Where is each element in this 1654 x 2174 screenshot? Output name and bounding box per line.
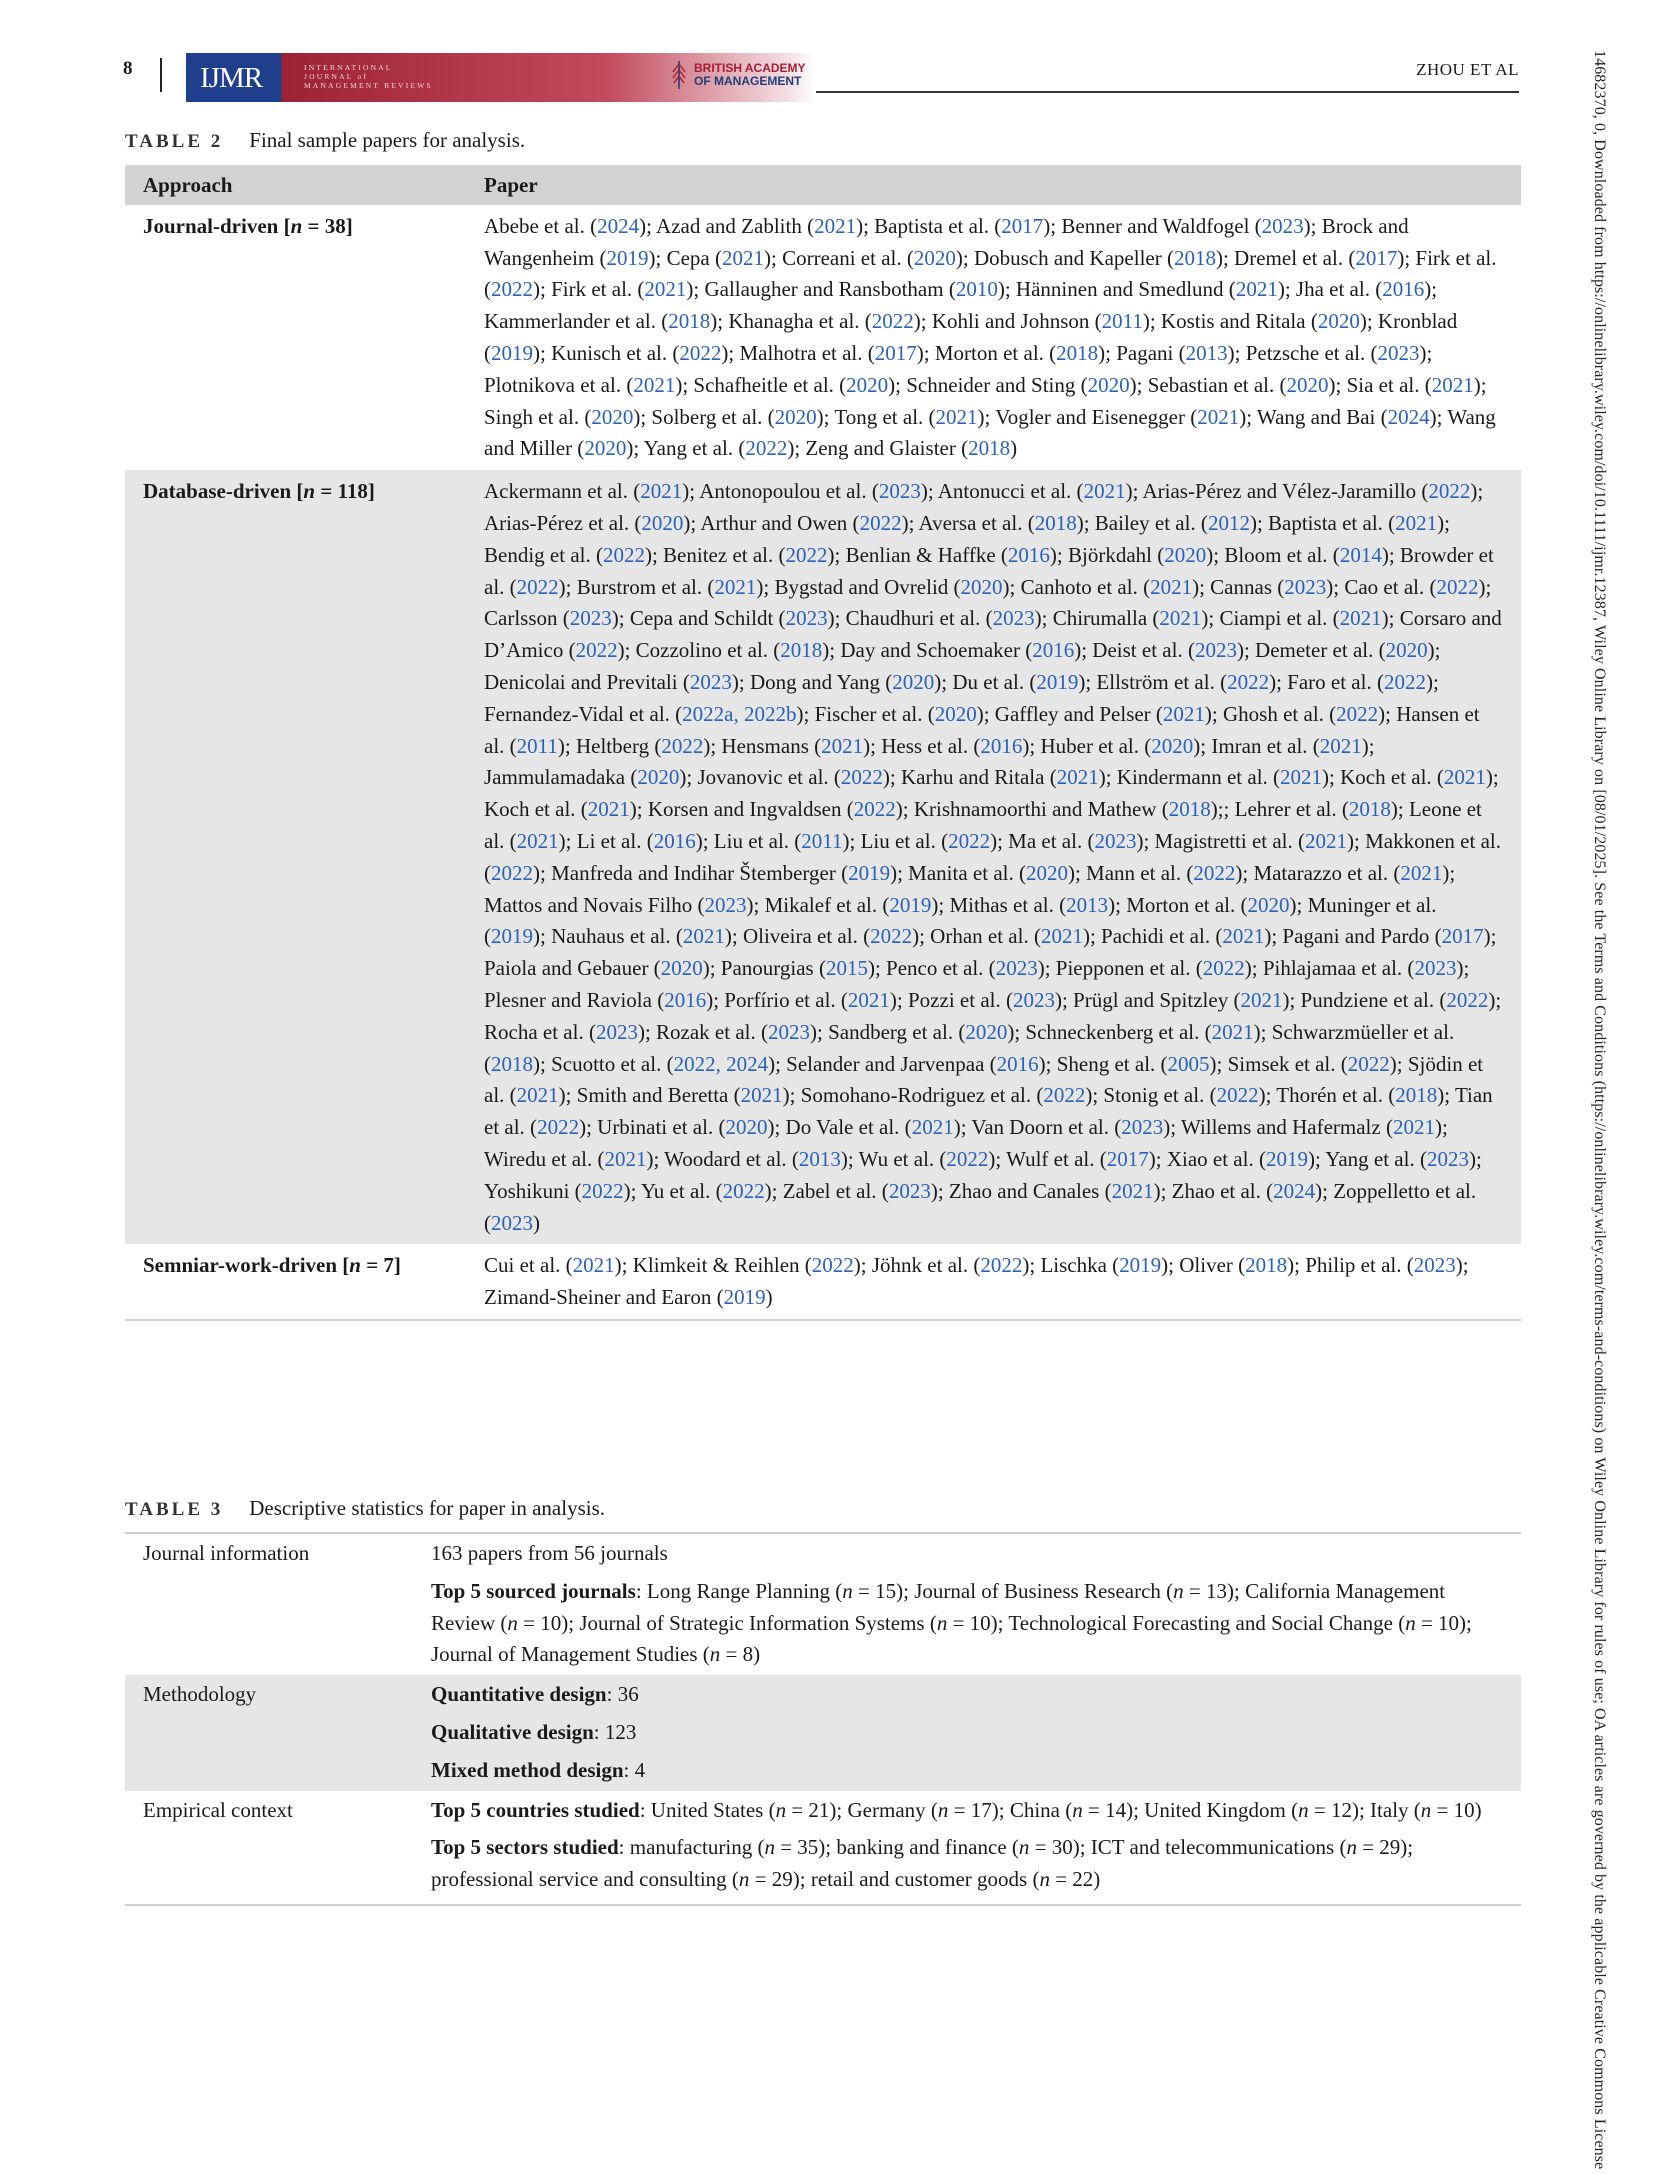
citation-year-link[interactable]: 2022 xyxy=(1336,701,1379,726)
citation-year-link[interactable]: 2020 xyxy=(584,436,627,461)
page-number: 8 xyxy=(123,58,133,79)
citation-year-link[interactable]: 2018 xyxy=(780,638,823,663)
citation-year-link[interactable]: 2023 xyxy=(1012,987,1055,1012)
citation-year-link[interactable]: 2018 xyxy=(1245,1253,1288,1278)
journal-full-line: INTERNATIONAL xyxy=(304,63,393,72)
citation-year-link[interactable]: 2022 xyxy=(871,309,914,334)
citation-year-link[interactable]: 2022 xyxy=(537,1115,580,1140)
citation-year-link[interactable]: 2021 xyxy=(1211,1019,1254,1044)
society-name xyxy=(694,62,806,88)
citation-year-link[interactable]: 2022 xyxy=(745,436,788,461)
citation-year-link[interactable]: 2023 xyxy=(595,1019,638,1044)
citation-year-link[interactable]: 2023 xyxy=(768,1019,810,1044)
citation-year-link[interactable]: 2022 xyxy=(602,542,645,567)
citation-year-link[interactable]: 2024 xyxy=(597,213,640,238)
citation-year-link[interactable]: 2023 xyxy=(992,606,1035,631)
citation-year-link[interactable]: 2021 xyxy=(1111,1178,1154,1203)
table-row xyxy=(125,1791,1521,1905)
citation-year-link[interactable]: 2020 xyxy=(1317,309,1360,334)
citation-year-link[interactable]: 2022a, 2022b xyxy=(682,701,797,726)
citation-year-link[interactable]: 2013 xyxy=(1066,892,1109,917)
citation-year-link[interactable]: 2020 xyxy=(1087,372,1130,397)
society-name-line: BRITISH ACADEMY xyxy=(694,61,806,75)
citation-year-link[interactable]: 2022 xyxy=(840,765,883,790)
citation-year-link[interactable]: 2018 xyxy=(1168,797,1211,822)
citation-year-link[interactable]: 2018 xyxy=(1173,245,1216,270)
citation-year-link[interactable]: 2022 xyxy=(1227,669,1270,694)
citation-year-link[interactable]: 2021 xyxy=(1150,574,1193,599)
citation-year-link[interactable]: 2022 xyxy=(1383,669,1426,694)
citation-year-link[interactable]: 2018 xyxy=(491,1051,533,1076)
citation-year-link[interactable]: 2019 xyxy=(491,340,533,365)
table3-label: TABLE 3 xyxy=(125,1499,224,1520)
citation-year-link[interactable]: 2021 xyxy=(516,1083,559,1108)
citation-year-link[interactable]: 2016 xyxy=(1382,277,1425,302)
citation-year-link[interactable]: 2021 xyxy=(633,372,676,397)
citation-year-link[interactable]: 2023 xyxy=(1377,340,1420,365)
table-row xyxy=(125,1244,1521,1320)
citation-year-link[interactable]: 2017 xyxy=(1441,924,1484,949)
citation-year-link[interactable]: 2020 xyxy=(725,1115,768,1140)
citation-year-link[interactable]: 2020 xyxy=(637,765,680,790)
citation-year-link[interactable]: 2021 xyxy=(740,1083,783,1108)
table2-label: TABLE 2 xyxy=(125,131,224,152)
citation-year-link[interactable]: 2023 xyxy=(878,479,921,504)
stat-item: Top 5 countries studied: United States (n = 21); Germany (n = 17); China (n = 14); United Kingdom (n = 12); Italy (n = 10) xyxy=(431,1797,1482,1822)
citation-year-link[interactable]: 2023 xyxy=(1261,213,1304,238)
citation-year-link[interactable]: 2022 xyxy=(1347,1051,1390,1076)
citation-year-link[interactable]: 2022 xyxy=(516,574,559,599)
citation-year-link[interactable]: 2021 xyxy=(911,1115,954,1140)
stat-item: 163 papers from 56 journals xyxy=(431,1541,668,1565)
citation-year-link[interactable]: 2021 xyxy=(1339,606,1382,631)
citation-year-link[interactable]: 2021 xyxy=(516,828,559,853)
citation-year-link[interactable]: 2022 xyxy=(1446,987,1489,1012)
stat-values xyxy=(413,1675,1521,1790)
table2-caption-text: Final sample papers for analysis. xyxy=(249,128,526,152)
citation-year-link[interactable]: 2021 xyxy=(1056,765,1099,790)
citation-year-link[interactable]: 2020 xyxy=(1151,733,1194,758)
table-row xyxy=(125,205,1521,470)
table2-header-row xyxy=(125,165,1521,205)
citation-year-link[interactable]: 2005 xyxy=(1167,1051,1210,1076)
approach-cell: Database-driven [n = 118] xyxy=(125,470,466,1244)
citation-year-link[interactable]: 2019 xyxy=(606,245,649,270)
citation-year-link[interactable]: 2017 xyxy=(874,340,917,365)
table-row xyxy=(125,1675,1521,1790)
table2-caption xyxy=(125,128,525,153)
citation-year-link[interactable]: 2023 xyxy=(689,669,732,694)
citation-year-link[interactable]: 2020 xyxy=(1025,860,1068,885)
citation-year-link[interactable]: 2021 xyxy=(587,797,630,822)
page-number-divider xyxy=(160,58,162,92)
citation-year-link[interactable]: 2023 xyxy=(1414,956,1457,981)
citation-year-link[interactable]: 2017 xyxy=(1106,1146,1149,1171)
citation-year-link[interactable]: 2020 xyxy=(1164,542,1207,567)
stat-item: Top 5 sectors studied: manufacturing (n = 35); banking and finance (n = 30); ICT and telecommunications (n = 29); professional service and consulting (n = 29); retail and customer goods (n = 22) xyxy=(431,1835,1414,1892)
citation-year-link[interactable]: 2023 xyxy=(1194,638,1237,663)
citation-year-link[interactable]: 2023 xyxy=(1121,1115,1164,1140)
citation-year-link[interactable]: 2021 xyxy=(682,924,725,949)
stat-item: Mixed method design: 4 xyxy=(431,1757,646,1782)
citation-year-link[interactable]: 2023 xyxy=(704,892,747,917)
papers-cell: Ackermann et al. (2021); Antonopoulou et al. (2023); Antonucci et al. (2021); Arias-Pérez and Vélez-Jaramillo (2022); Arias-Pérez et al. (2020); Arthur and Owen (2022); Aversa et al. (2018); Bailey et al. (2012); Baptista et al. (2021); Bendig et al. (2022); Benitez et al. (2022); Benlian & Haffke (2016); Björkdahl (2020); Bloom et al. (2014); Browder et al. (2022); Burstrom et al. (2021); Bygstad and Ovrelid (2020); Canhoto et al. (2021); Cannas (2023); Cao et al. (2022); Carlsson (2023); Cepa and Schildt (2023); Chaudhuri et al. (2023); Chirumalla (2021); Ciampi et al. (2021); Corsaro and D’Amico (2022); Cozzolino et al. (2018); Day and Schoemaker (2016); Deist et al. (2023); Demeter et al. (2020); Denicolai and Previtali (2023); Dong and Yang (2020); Du et al. (2019); Ellström et al. (2022); Faro et al. (2022); Fernandez-Vidal et al. (2022a, 2022b); Fischer et al. (2020); Gaffley and Pelser (2021); Ghosh et al. (2022); Hansen et al. (2011); Heltberg (2022); Hensmans (2021); Hess et al. (2016); Huber et al. (2020); Imran et al. (2021); Jammulamadaka (2020); Jovanovic et al. (2022); Karhu and Ritala (2021); Kindermann et al. (2021); Koch et al. (2021); Koch et al. (2021); Korsen and Ingvaldsen (2022); Krishnamoorthi and Mathew (2018);; Lehrer et al. (2018); Leone et al. (2021); Li et al. (2016); Liu et al. (2011); Liu et al. (2022); Ma et al. (2023); Magistretti et al. (2021); Makkonen et al. (2022); Manfreda and Indihar Štemberger (2019); Manita et al. (2020); Mann et al. (2022); Matarazzo et al. (2021); Mattos and Novais Filho (2023); Mikalef et al. (2019); Mithas et al. (2013); Morton et al. (2020); Muninger et al. (2019); Nauhaus et al. (2021); Oliveira et al. (2022); Orhan et al. (2021); Pachidi et al. (2021); Pagani and Pardo (2017); Paiola and Gebauer (2020); Panourgias (2015); Penco et al. (2023); Piepponen et al. (2022); Pihlajamaa et al. (2023); Plesner and Raviola (2016); Porfírio et al. (2021); Pozzi et al. (2023); Prügl and Spitzley (2021); Pundziene et al. (2022); Rocha et al. (2023); Rozak et al. (2023); Sandberg et al. (2020); Schneckenberg et al. (2021); Schwarzmüeller et al. (2018); Scuotto et al. (2022, 2024); Selander and Jarvenpaa (2016); Sheng et al. (2005); Simsek et al. (2022); Sjödin et al. (2021); Smith and Beretta (2021); Somohano-Rodriguez et al. (2022); Stonig et al. (2022); Thorén et al. (2018); Tian et al. (2022); Urbinati et al. (2020); Do Vale et al. (2021); Van Doorn et al. (2023); Willems and Hafermalz (2021); Wiredu et al. (2021); Woodard et al. (2013); Wu et al. (2022); Wulf et al. (2017); Xiao et al. (2019); Yang et al. (2023); Yoshikuni (2022); Yu et al. (2022); Zabel et al. (2023); Zhao and Canales (2021); Zhao et al. (2024); Zoppelletto et al. (2023) xyxy=(466,470,1521,1244)
citation-year-link[interactable]: 2018 xyxy=(1395,1083,1438,1108)
citation-year-link[interactable]: 2020 xyxy=(591,404,634,429)
citation-year-link[interactable]: 2023 xyxy=(1426,1146,1469,1171)
citation-year-link[interactable]: 2023 xyxy=(888,1178,931,1203)
citation-year-link[interactable]: 2021 xyxy=(1280,765,1323,790)
citation-year-link[interactable]: 2022 xyxy=(1202,956,1245,981)
citation-year-link[interactable]: 2018 xyxy=(968,436,1011,461)
citation-year-link[interactable]: 2021 xyxy=(814,213,857,238)
citation-year-link[interactable]: 2021 xyxy=(847,987,890,1012)
stat-category: Empirical context xyxy=(125,1791,413,1905)
citation-year-link[interactable]: 2021 xyxy=(1197,404,1240,429)
header-rule xyxy=(816,91,1519,93)
citation-year-link[interactable]: 2021 xyxy=(1159,606,1202,631)
citation-year-link[interactable]: 2022, 2024 xyxy=(673,1051,769,1076)
citation-year-link[interactable]: 2021 xyxy=(1235,277,1278,302)
citation-year-link[interactable]: 2023 xyxy=(995,956,1038,981)
citation-year-link[interactable]: 2021 xyxy=(1443,765,1486,790)
citation-year-link[interactable]: 2016 xyxy=(1007,542,1050,567)
citation-year-link[interactable]: 2019 xyxy=(723,1285,766,1310)
citation-year-link[interactable]: 2021 xyxy=(572,1253,615,1278)
citation-year-link[interactable]: 2022 xyxy=(1216,1083,1259,1108)
citation-year-link[interactable]: 2021 xyxy=(1305,828,1348,853)
citation-year-link[interactable]: 2022 xyxy=(948,828,991,853)
citation-year-link[interactable]: 2016 xyxy=(980,733,1023,758)
download-notice: 14682370, 0, Downloaded from https://onlinelibrary.wiley.com/doi/10.1111/ijmr.12387, Wiley Online Library on [08/01/2025]. See the Terms and Conditions (https://onlinelibrary.wiley.com/terms-and-conditions) on Wiley Online Library for rules of use; OA articles are governed by the applicable Creative Commons License xyxy=(1591,50,1608,2170)
citation-year-link[interactable]: 2011 xyxy=(801,828,843,853)
citation-year-link[interactable]: 2016 xyxy=(653,828,696,853)
citation-year-link[interactable]: 2018 xyxy=(1056,340,1099,365)
citation-year-link[interactable]: 2022 xyxy=(859,510,902,535)
citation-year-link[interactable]: 2020 xyxy=(1247,892,1290,917)
citation-year-link[interactable]: 2021 xyxy=(1319,733,1362,758)
citation-year-link[interactable]: 2021 xyxy=(1395,510,1438,535)
citation-year-link[interactable]: 2020 xyxy=(846,372,889,397)
citation-year-link[interactable]: 2017 xyxy=(1355,245,1398,270)
citation-year-link[interactable]: 2020 xyxy=(1286,372,1329,397)
citation-year-link[interactable]: 2022 xyxy=(679,340,722,365)
citation-year-link[interactable]: 2021 xyxy=(714,574,757,599)
citation-year-link[interactable]: 2022 xyxy=(980,1253,1023,1278)
citation-year-link[interactable]: 2019 xyxy=(1119,1253,1162,1278)
table3-caption-text: Descriptive statistics for paper in analysis. xyxy=(249,1496,606,1520)
citation-year-link[interactable]: 2023 xyxy=(491,1210,533,1235)
citation-year-link[interactable]: 2020 xyxy=(774,404,817,429)
citation-year-link[interactable]: 2021 xyxy=(1240,987,1283,1012)
citation-year-link[interactable]: 2012 xyxy=(1207,510,1250,535)
table2-col-approach: Approach xyxy=(125,165,466,205)
citation-year-link[interactable]: 2022 xyxy=(581,1178,624,1203)
society-name-line: OF MANAGEMENT xyxy=(694,74,802,88)
citation-year-link[interactable]: 2023 xyxy=(1413,1253,1456,1278)
journal-full-line: JOURNAL of xyxy=(304,72,369,81)
citation-year-link[interactable]: 2022 xyxy=(785,542,828,567)
table-row xyxy=(125,1533,1521,1675)
citation-year-link[interactable]: 2020 xyxy=(913,245,956,270)
citation-year-link[interactable]: 2023 xyxy=(1284,574,1327,599)
approach-cell: Journal-driven [n = 38] xyxy=(143,213,353,238)
citation-year-link[interactable]: 2021 xyxy=(1222,924,1265,949)
citation-year-link[interactable]: 2024 xyxy=(1273,1178,1316,1203)
citation-year-link[interactable]: 2022 xyxy=(811,1253,854,1278)
citation-year-link[interactable]: 2013 xyxy=(798,1146,841,1171)
citation-year-link[interactable]: 2011 xyxy=(1101,309,1143,334)
citation-year-link[interactable]: 2019 xyxy=(848,860,891,885)
citation-year-link[interactable]: 2022 xyxy=(722,1178,765,1203)
citation-year-link[interactable]: 2016 xyxy=(664,987,707,1012)
society-logo xyxy=(670,60,806,90)
citation-year-link[interactable]: 2023 xyxy=(785,606,828,631)
citation-year-link[interactable]: 2016 xyxy=(1032,638,1075,663)
citation-year-link[interactable]: 2020 xyxy=(1385,638,1428,663)
table2 xyxy=(125,165,1521,1321)
citation-year-link[interactable]: 2021 xyxy=(722,245,764,270)
stat-item: Quantitative design: 36 xyxy=(431,1682,639,1707)
table3 xyxy=(125,1532,1521,1906)
running-head: ZHOU ET AL xyxy=(1416,60,1519,79)
citation-year-link[interactable]: 2019 xyxy=(491,924,533,949)
citation-year-link[interactable]: 2022 xyxy=(661,733,704,758)
citation-year-link[interactable]: 2024 xyxy=(1387,404,1430,429)
stat-item: Top 5 sourced journals: Long Range Planning (n = 15); Journal of Business Research (n = 13); California Management Review (n = 10); Journal of Strategic Information Systems (n = 10); Technological Forecasting and Social Change (n = 10); Journal of Management Studies (n = 8) xyxy=(431,1578,1472,1667)
citation-year-link[interactable]: 2021 xyxy=(935,404,978,429)
table-row xyxy=(125,470,1521,1244)
citation-year-link[interactable]: 2014 xyxy=(1339,542,1382,567)
citation-year-link[interactable]: 2020 xyxy=(660,956,703,981)
citation-year-link[interactable]: 2020 xyxy=(641,510,684,535)
citation-year-link[interactable]: 2010 xyxy=(955,277,998,302)
citation-year-link[interactable]: 2022 xyxy=(1428,479,1471,504)
table2-col-paper: Paper xyxy=(466,165,1521,205)
journal-abbr: IJMR xyxy=(200,62,263,94)
citation-year-link[interactable]: 2021 xyxy=(1040,924,1083,949)
citation-year-link[interactable]: 2016 xyxy=(996,1051,1039,1076)
citation-year-link[interactable]: 2021 xyxy=(640,479,683,504)
papers-cell: Cui et al. (2021); Klimkeit & Reihlen (2022); Jöhnk et al. (2022); Lischka (2019); Oliver (2018); Philip et al. (2023); Zimand-Sheiner and Earon (2019) xyxy=(466,1244,1521,1320)
citation-year-link[interactable]: 2020 xyxy=(892,669,935,694)
stat-values xyxy=(413,1791,1521,1905)
stat-category: Journal information xyxy=(143,1541,310,1565)
society-emblem-icon xyxy=(670,60,688,90)
citation-year-link[interactable]: 2019 xyxy=(889,892,932,917)
stat-values xyxy=(413,1533,1521,1675)
citation-year-link[interactable]: 2022 xyxy=(491,860,533,885)
citation-year-link[interactable]: 2022 xyxy=(1193,860,1236,885)
citation-year-link[interactable]: 2013 xyxy=(1185,340,1228,365)
papers-cell: Abebe et al. (2024); Azad and Zablith (2021); Baptista et al. (2017); Benner and Waldfogel (2023); Brock and Wangenheim (2019); Cepa (2021); Correani et al. (2020); Dobusch and Kapeller (2018); Dremel et al. (2017); Firk et al. (2022); Firk et al. (2021); Gallaugher and Ransbotham (2010); Hänninen and Smedlund (2021); Jha et al. (2016); Kammerlander et al. (2018); Khanagha et al. (2022); Kohli and Johnson (2011); Kostis and Ritala (2020); Kronblad (2019); Kunisch et al. (2022); Malhotra et al. (2017); Morton et al. (2018); Pagani (2013); Petzsche et al. (2023); Plotnikova et al. (2021); Schafheitle et al. (2020); Schneider and Sting (2020); Sebastian et al. (2020); Sia et al. (2021); Singh et al. (2020); Solberg et al. (2020); Tong et al. (2021); Vogler and Eisenegger (2021); Wang and Bai (2024); Wang and Miller (2020); Yang et al. (2022); Zeng and Glaister (2018) xyxy=(484,213,1497,461)
citation-year-link[interactable]: 2018 xyxy=(1034,510,1077,535)
citation-year-link[interactable]: 2022 xyxy=(575,638,618,663)
citation-year-link[interactable]: 2021 xyxy=(1083,479,1126,504)
table3-caption xyxy=(125,1496,605,1521)
stat-category: Methodology xyxy=(125,1675,413,1790)
citation-year-link[interactable]: 2017 xyxy=(1001,213,1044,238)
citation-year-link[interactable]: 2019 xyxy=(1265,1146,1308,1171)
citation-year-link[interactable]: 2018 xyxy=(668,309,711,334)
citation-year-link[interactable]: 2019 xyxy=(1036,669,1079,694)
citation-year-link[interactable]: 2022 xyxy=(1043,1083,1086,1108)
citation-year-link[interactable]: 2022 xyxy=(491,277,533,302)
citation-year-link[interactable]: 2022 xyxy=(1436,574,1479,599)
approach-cell: Semniar-work-driven [n = 7] xyxy=(125,1244,466,1320)
citation-year-link[interactable]: 2022 xyxy=(870,924,913,949)
stat-item: Qualitative design: 123 xyxy=(431,1719,637,1744)
citation-year-link[interactable]: 2023 xyxy=(1094,828,1137,853)
citation-year-link[interactable]: 2021 xyxy=(1431,372,1474,397)
citation-year-link[interactable]: 2020 xyxy=(960,574,1003,599)
citation-year-link[interactable]: 2021 xyxy=(604,1146,647,1171)
journal-full-title xyxy=(304,63,433,90)
citation-year-link[interactable]: 2021 xyxy=(821,733,864,758)
citation-year-link[interactable]: 2021 xyxy=(1392,1115,1435,1140)
citation-year-link[interactable]: 2020 xyxy=(934,701,977,726)
citation-year-link[interactable]: 2015 xyxy=(825,956,868,981)
citation-year-link[interactable]: 2022 xyxy=(853,797,896,822)
citation-year-link[interactable]: 2023 xyxy=(569,606,612,631)
citation-year-link[interactable]: 2018 xyxy=(1348,797,1391,822)
citation-year-link[interactable]: 2021 xyxy=(1162,701,1205,726)
citation-year-link[interactable]: 2011 xyxy=(516,733,558,758)
citation-year-link[interactable]: 2021 xyxy=(644,277,687,302)
journal-full-line: MANAGEMENT REVIEWS xyxy=(304,81,433,90)
citation-year-link[interactable]: 2022 xyxy=(946,1146,989,1171)
citation-year-link[interactable]: 2020 xyxy=(965,1019,1008,1044)
citation-year-link[interactable]: 2021 xyxy=(1400,860,1443,885)
